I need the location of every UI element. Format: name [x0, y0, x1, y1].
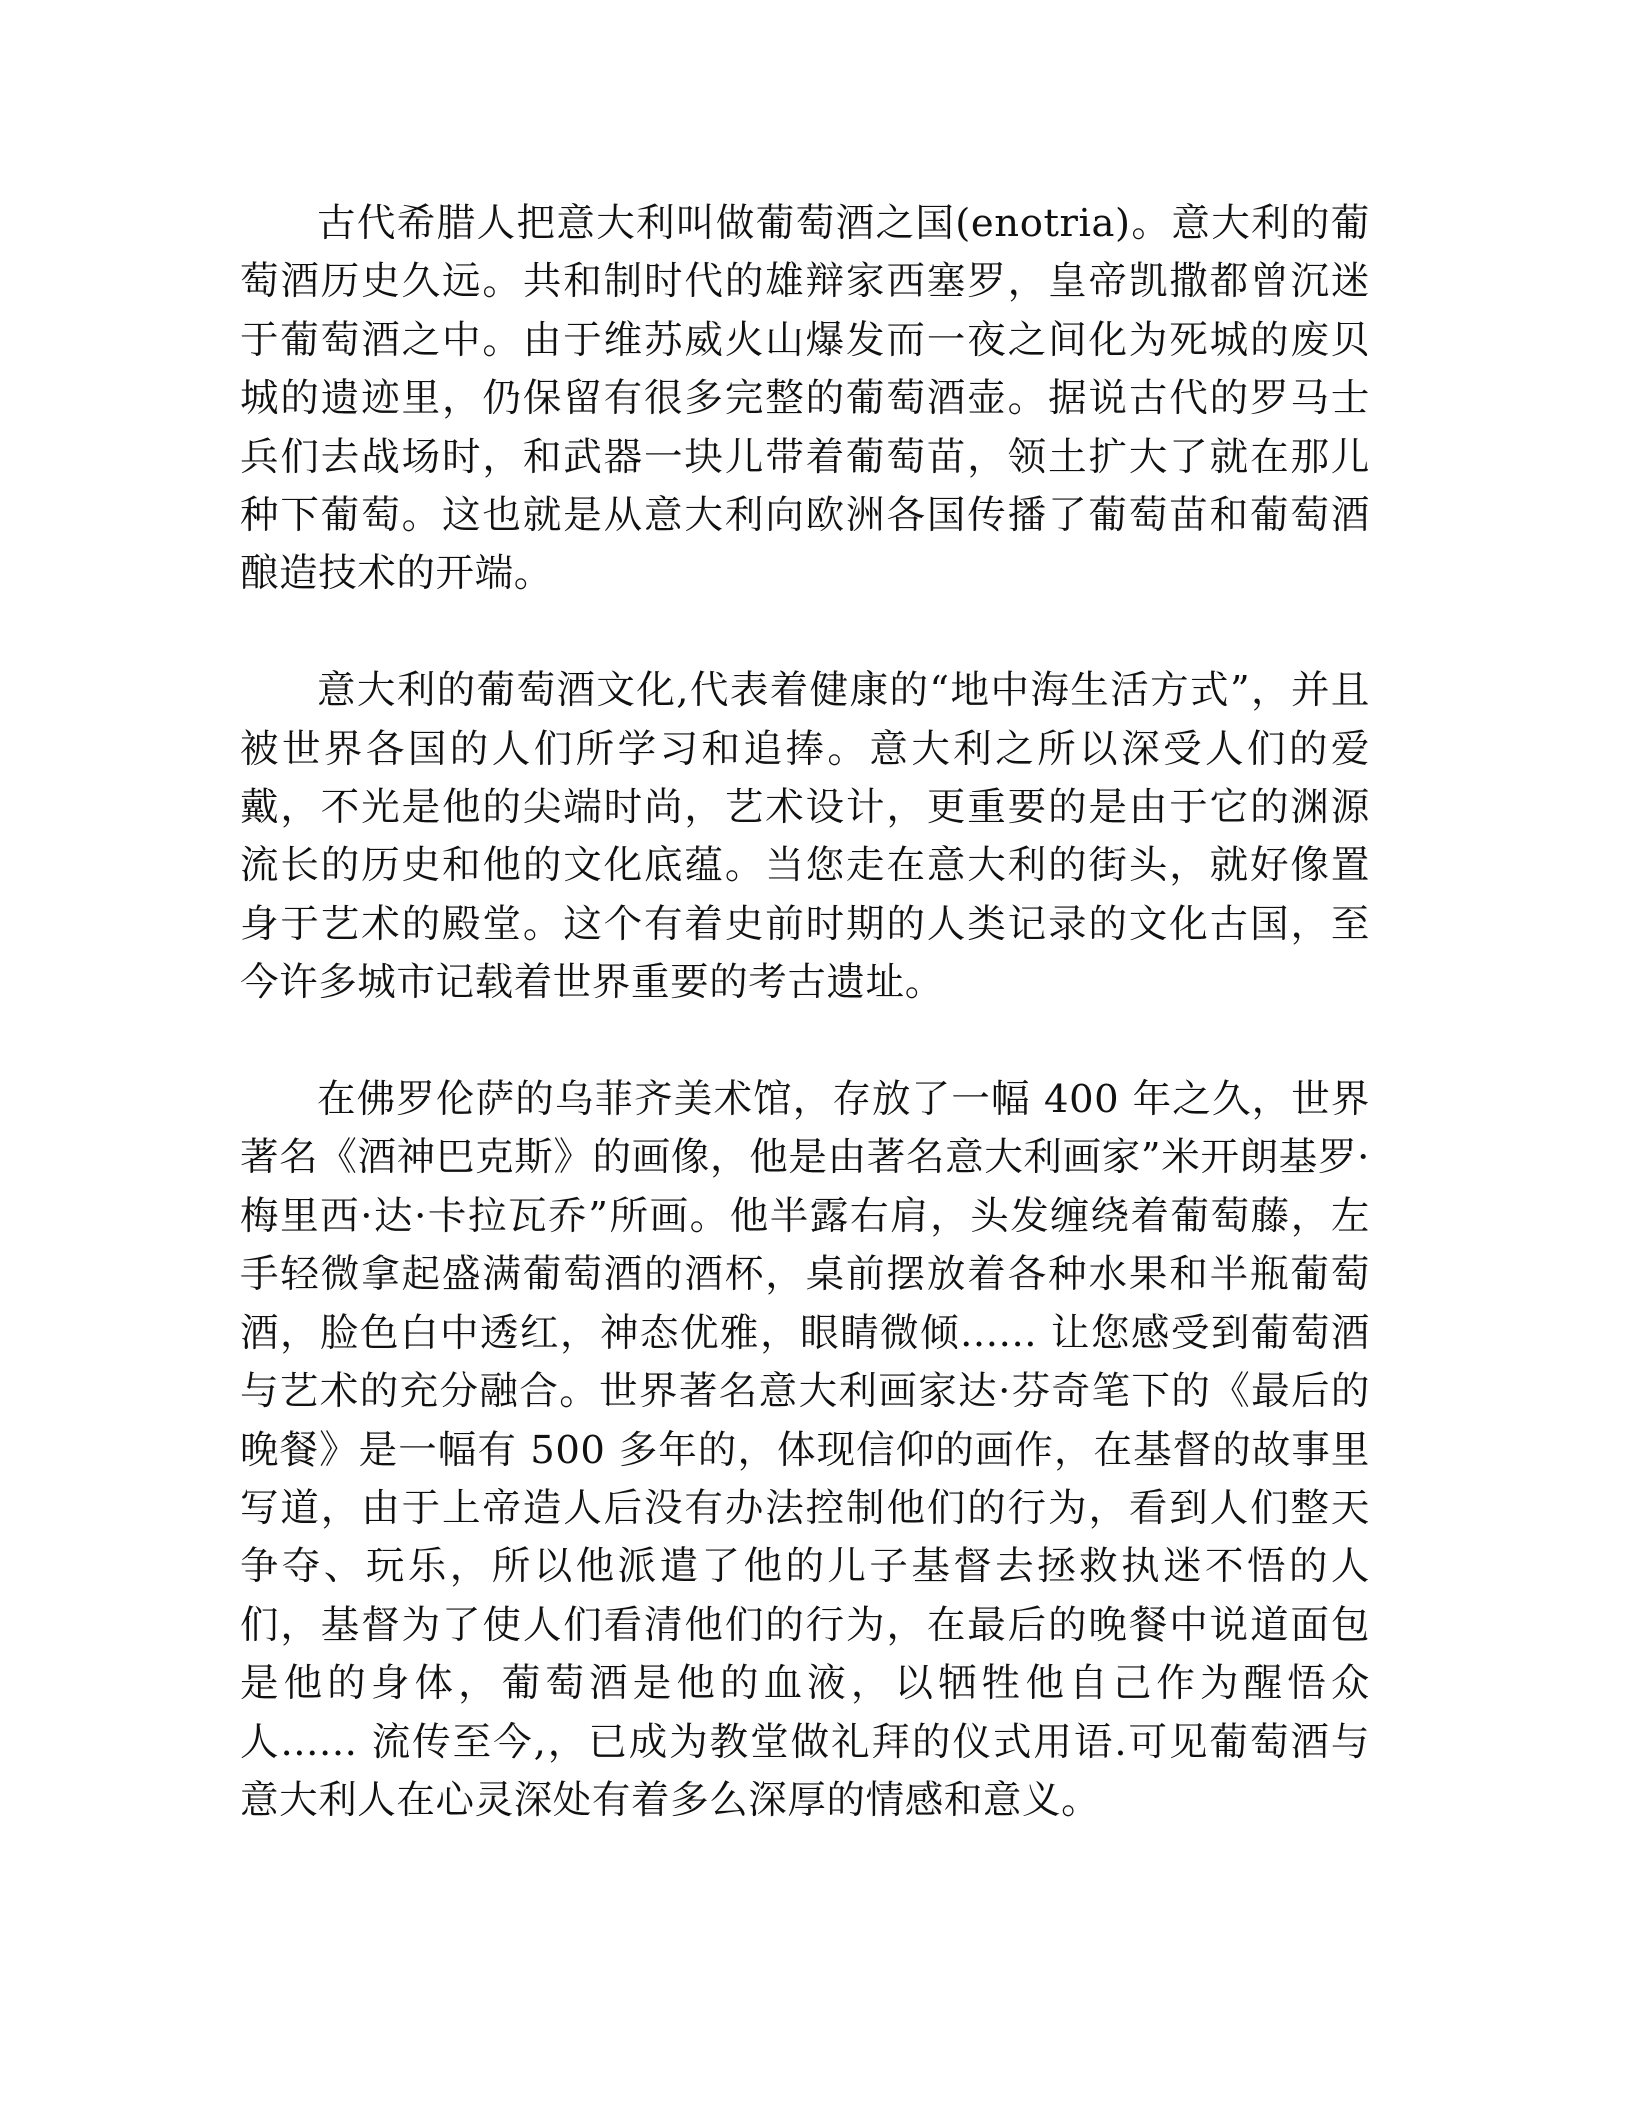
paragraph-enotria-history: 古代希腊人把意大利叫做葡萄酒之国(enotria)。意大利的葡萄酒历史久远。共和制时代的雄辩家西塞罗，皇帝凯撒都曾沉迷于葡萄酒之中。由于维苏威火山爆发而一夜之间化为死城的废贝城的遗迹里，仍保留有很多完整的葡萄酒壶。据说古代的罗马士兵们去战场时，和武器一块儿带着葡萄苗，领土扩大了就在那儿种下葡萄。这也就是从意大利向欧洲各国传播了葡萄苗和葡萄酒酿造技术的开端。: [240, 201, 1370, 597]
paragraph-mediterranean-lifestyle: 意大利的葡萄酒文化,代表着健康的“地中海生活方式”，并且被世界各国的人们所学习和追捧。意大利之所以深受人们的爱戴，不光是他的尖端时尚，艺术设计，更重要的是由于它的渊源流长的历史和他的文化底蕴。当您走在意大利的街头，就好像置身于艺术的殿堂。这个有着史前时期的人类记录的文化古国，至今许多城市记载着世界重要的考古遗址。: [240, 668, 1370, 1006]
document-page: [240, 195, 1370, 1830]
paragraph-wine-and-art: 在佛罗伦萨的乌菲齐美术馆，存放了一幅 400 年之久，世界著名《酒神巴克斯》的画像，他是由著名意大利画家”米开朗基罗·梅里西·达·卡拉瓦乔”所画。他半露右肩，头发缠绕着葡萄藤，左手轻微拿起盛满葡萄酒的酒杯，桌前摆放着各种水果和半瓶葡萄酒，脸色白中透红，神态优雅，眼睛微倾...... 让您感受到葡萄酒与艺术的充分融合。世界著名意大利画家达·芬奇笔下的《最后的晚餐》是一幅有 500 多年的，体现信仰的画作，在基督的故事里写道，由于上帝造人后没有办法控制他们的行为，看到人们整天争夺、玩乐，所以他派遣了他的儿子基督去拯救执迷不悟的人们，基督为了使人们看清他们的行为，在最后的晚餐中说道面包是他的身体，葡萄酒是他的血液，以牺牲他自己作为醒悟众人...... 流传至今,，已成为教堂做礼拜的仪式用语.可见葡萄酒与意大利人在心灵深处有着多么深厚的情感和意义。: [240, 1077, 1370, 1823]
